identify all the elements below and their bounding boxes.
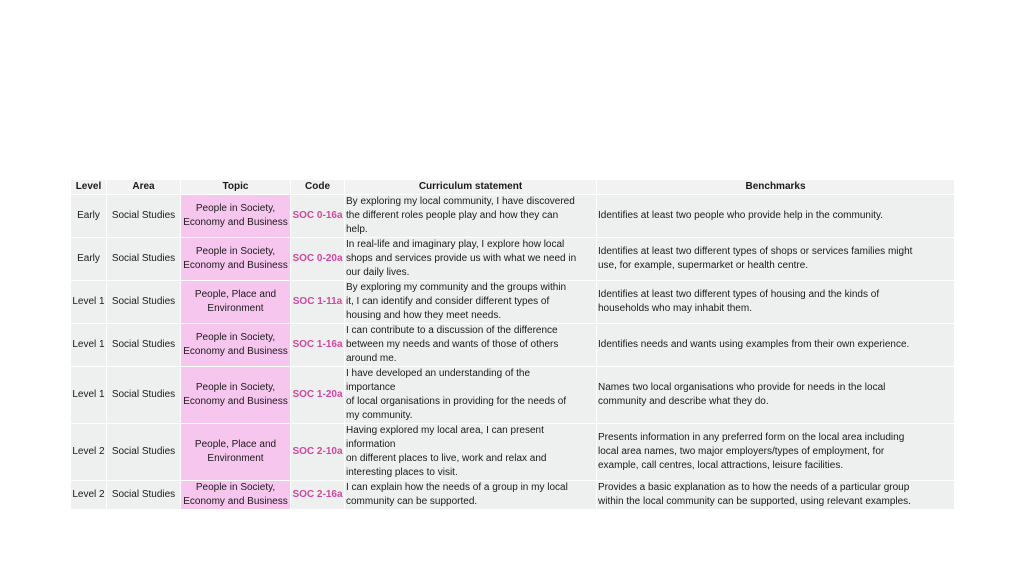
curriculum-statement-cell-line: In real-life and imaginary play, I explore how local <box>346 239 565 250</box>
curriculum-statement-cell-line: the different roles people play and how they can <box>346 210 559 221</box>
curriculum-statement-cell-line: information <box>346 439 396 450</box>
code-cell: SOC 2-16a <box>291 481 345 510</box>
topic-cell-line: People in Society, <box>195 382 276 393</box>
area-cell: Social Studies <box>107 238 181 281</box>
code-cell: SOC 1-11a <box>291 281 345 324</box>
curriculum-statement-cell-line: on different places to live, work and relax and <box>346 453 547 464</box>
area-cell: Social Studies <box>107 367 181 424</box>
curriculum-statement-cell-line: between my needs and wants of those of others <box>346 339 559 350</box>
code-cell: SOC 1-20a <box>291 367 345 424</box>
level-cell: Level 1 <box>71 281 107 324</box>
curriculum-statement-cell <box>345 424 597 481</box>
curriculum-statement-cell <box>345 195 597 238</box>
topic-cell-line: People, Place and <box>194 439 277 450</box>
code-cell: SOC 0-16a <box>291 195 345 238</box>
benchmark-cell <box>597 238 955 281</box>
benchmark-cell <box>597 324 955 367</box>
topic-cell-line: People in Society, <box>195 246 276 257</box>
area-cell: Social Studies <box>107 281 181 324</box>
curriculum-statement-cell-line: I can explain how the needs of a group in my local <box>346 482 568 493</box>
benchmark-cell-line: Identifies at least two different types of housing and the kinds of <box>598 289 880 300</box>
curriculum-statement-cell <box>345 367 597 424</box>
level-cell: Early <box>71 238 107 281</box>
benchmark-cell-line: Identifies at least two different types of shops or services families might <box>598 246 913 257</box>
topic-cell-line: Environment <box>207 453 264 464</box>
curriculum-statement-cell <box>345 281 597 324</box>
level-cell: Level 1 <box>71 367 107 424</box>
benchmark-cell-line: households who may inhabit them. <box>598 303 752 314</box>
table-row <box>71 367 955 424</box>
table-body <box>71 195 955 510</box>
level-cell: Early <box>71 195 107 238</box>
curriculum-statement-cell <box>345 324 597 367</box>
header-area: Area <box>107 180 181 195</box>
curriculum-table <box>70 179 955 510</box>
benchmark-cell-line: local area names, two major employers/types of employment, for <box>598 446 885 457</box>
benchmark-cell-line: example, call centres, local attractions, leisure facilities. <box>598 460 844 471</box>
topic-cell-line: Economy and Business <box>183 396 288 407</box>
topic-cell-line: People in Society, <box>195 203 276 214</box>
benchmark-cell <box>597 367 955 424</box>
topic-cell-line: Economy and Business <box>183 346 288 357</box>
table-row <box>71 238 955 281</box>
area-cell: Social Studies <box>107 324 181 367</box>
level-cell: Level 1 <box>71 324 107 367</box>
area-cell: Social Studies <box>107 195 181 238</box>
curriculum-statement-cell-line: I have developed an understanding of the <box>346 368 531 379</box>
level-cell: Level 2 <box>71 424 107 481</box>
header-topic: Topic <box>181 180 291 195</box>
benchmark-cell <box>597 195 955 238</box>
level-cell: Level 2 <box>71 481 107 510</box>
benchmark-cell <box>597 481 955 510</box>
code-cell: SOC 0-20a <box>291 238 345 281</box>
table-row <box>71 424 955 481</box>
topic-cell <box>181 238 291 281</box>
benchmark-cell-line: Identifies needs and wants using examples from their own experience. <box>598 339 910 350</box>
topic-cell <box>181 481 291 510</box>
header-code: Code <box>291 180 345 195</box>
topic-cell-line: People, Place and <box>194 289 277 300</box>
curriculum-statement-cell-line: my community. <box>346 410 413 421</box>
curriculum-statement-cell-line: By exploring my local community, I have discovered <box>346 196 575 207</box>
curriculum-statement-cell-line: of local organisations in providing for the needs of <box>346 396 567 407</box>
benchmark-cell-line: use, for example, supermarket or health centre. <box>598 260 809 271</box>
topic-cell-line: People in Society, <box>195 332 276 343</box>
header-benchmarks: Benchmarks <box>597 180 955 195</box>
curriculum-statement-cell-line: importance <box>346 382 396 393</box>
curriculum-statement-cell-line: Having explored my local area, I can present <box>346 425 544 436</box>
curriculum-statement-cell <box>345 238 597 281</box>
topic-cell-line: Environment <box>207 303 264 314</box>
topic-cell <box>181 324 291 367</box>
table-header-row <box>71 180 955 195</box>
curriculum-statement-cell <box>345 481 597 510</box>
header-curriculum-statement: Curriculum statement <box>345 180 597 195</box>
benchmark-cell-line: Names two local organisations who provide for needs in the local <box>598 382 886 393</box>
topic-cell-line: Economy and Business <box>183 217 288 228</box>
code-cell: SOC 1-16a <box>291 324 345 367</box>
table-row <box>71 195 955 238</box>
topic-cell <box>181 281 291 324</box>
table-row <box>71 324 955 367</box>
benchmark-cell-line: within the local community can be supported, using relevant examples. <box>598 496 911 507</box>
curriculum-statement-cell-line: it, I can identify and consider different types of <box>346 296 550 307</box>
topic-cell <box>181 195 291 238</box>
curriculum-statement-cell-line: housing and how they meet needs. <box>346 310 502 321</box>
benchmark-cell <box>597 424 955 481</box>
table-row <box>71 281 955 324</box>
benchmark-cell-line: Provides a basic explanation as to how the needs of a particular group <box>598 482 910 493</box>
code-cell: SOC 2-10a <box>291 424 345 481</box>
curriculum-statement-cell-line: help. <box>346 224 368 235</box>
area-cell: Social Studies <box>107 424 181 481</box>
header-level: Level <box>71 180 107 195</box>
benchmark-cell-line: Presents information in any preferred form on the local area including <box>598 432 905 443</box>
curriculum-statement-cell-line: I can contribute to a discussion of the difference <box>346 325 558 336</box>
curriculum-statement-cell-line: shops and services provide us with what we need in <box>346 253 577 264</box>
topic-cell <box>181 367 291 424</box>
curriculum-statement-cell-line: interesting places to visit. <box>346 467 458 478</box>
curriculum-statement-cell-line: By exploring my community and the groups within <box>346 282 567 293</box>
table-row <box>71 481 955 510</box>
area-cell: Social Studies <box>107 481 181 510</box>
curriculum-statement-cell-line: community can be supported. <box>346 496 478 507</box>
topic-cell-line: Economy and Business <box>183 496 288 507</box>
benchmark-cell-line: community and describe what they do. <box>598 396 769 407</box>
benchmark-cell-line: Identifies at least two people who provide help in the community. <box>598 210 883 221</box>
topic-cell <box>181 424 291 481</box>
curriculum-statement-cell-line: around me. <box>346 353 397 364</box>
benchmark-cell <box>597 281 955 324</box>
topic-cell-line: Economy and Business <box>183 260 288 271</box>
curriculum-statement-cell-line: our daily lives. <box>346 267 410 278</box>
topic-cell-line: People in Society, <box>195 482 276 493</box>
